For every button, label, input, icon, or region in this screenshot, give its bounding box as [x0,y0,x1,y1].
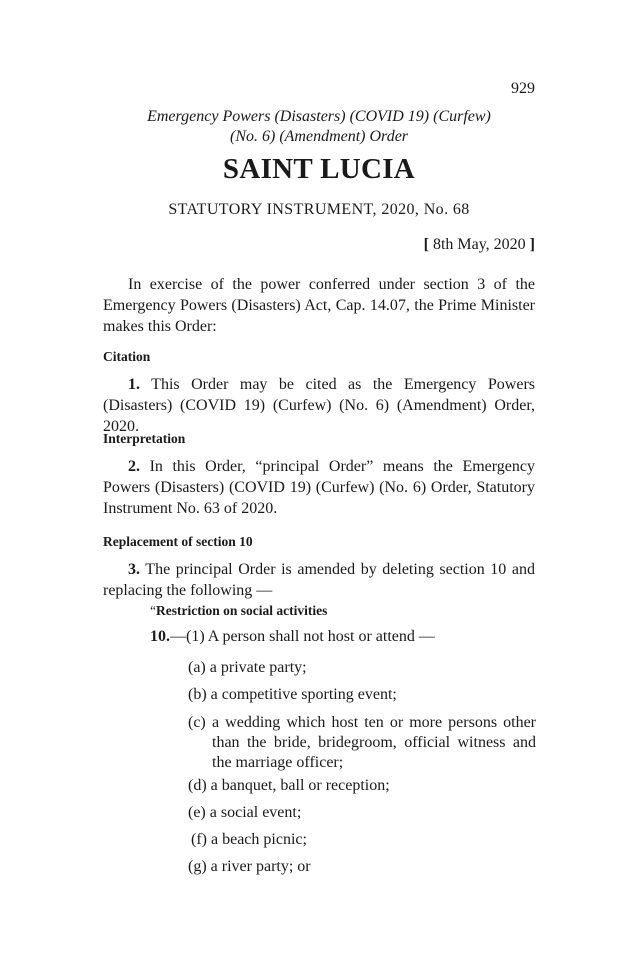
section-number: 1. [128,376,140,393]
item-letter: (d) [188,777,207,794]
enacting-clause: In exercise of the power conferred under section 3 of the Emergency Powers (Disasters) Act, Cap. 14.07, the Prime Minister makes this Order: [103,276,535,335]
item-letter: (c) [188,714,206,731]
inserted-heading-text: Restriction on social activities [156,603,328,618]
section-body: This Order may be cited as the Emergency Powers (Disasters) (COVID 19) (Curfew) (No. 6) (Amendment) Order, 2020. [103,376,535,435]
date-text: 8th May, 2020 [428,236,530,253]
country-title: SAINT LUCIA [222,153,416,185]
item-text: a social event; [209,804,302,821]
section-heading-interpretation: Interpretation [103,431,186,446]
item-text: a wedding which host ten or more persons other than the bride, bridegroom, official witness and the marriage officer; [212,714,536,771]
list-item [188,659,307,677]
item-text: a competitive sporting event; [210,686,397,703]
item-letter: (e) [188,804,206,821]
item-letter: (a) [188,659,206,676]
date-open-bracket: [ [423,236,429,253]
item-text: a beach picnic; [210,831,307,848]
open-quote: “ [150,603,156,618]
section-body: The principal Order is amended by deleting section 10 and replacing the following — [103,561,535,599]
item-letter: (b) [188,686,207,703]
section-body: In this Order, “principal Order” means the Emergency Powers (Disasters) (COVID 19) (Curfew) (No. 6) Order, Statutory Instrument No. 63 of 2020. [103,458,535,517]
order-date [424,236,535,254]
list-item [188,858,311,876]
list-item [191,831,307,849]
item-text: a private party; [209,659,307,676]
statutory-instrument-number: STATUTORY INSTRUMENT, 2020, No. 68 [168,201,470,218]
order-title-line-1: Emergency Powers (Disasters) (COVID 19) (Curfew) [147,108,491,125]
inserted-section-text: —(1) A person shall not host or attend — [170,628,435,645]
section-2-text [103,456,535,519]
inserted-section-number: 10. [150,628,170,645]
section-3-text [103,559,535,601]
section-number: 2. [128,458,140,475]
section-1-text [103,374,535,437]
list-item [188,686,397,704]
inserted-section-heading [150,603,327,619]
page-number: 929 [511,80,535,97]
section-number: 3. [128,561,140,578]
section-heading-citation: Citation [103,349,151,364]
section-heading-replacement: Replacement of section 10 [103,534,253,549]
list-item [188,804,301,822]
date-close-bracket: ] [529,236,535,253]
inserted-section-10 [150,628,435,646]
item-letter: (g) [188,858,207,875]
list-item [188,713,536,773]
item-text: a river party; or [210,858,311,875]
item-text: a banquet, ball or reception; [210,777,390,794]
list-item [188,777,390,795]
order-title-line-2: (No. 6) (Amendment) Order [229,128,409,145]
item-letter: (f) [191,831,207,848]
